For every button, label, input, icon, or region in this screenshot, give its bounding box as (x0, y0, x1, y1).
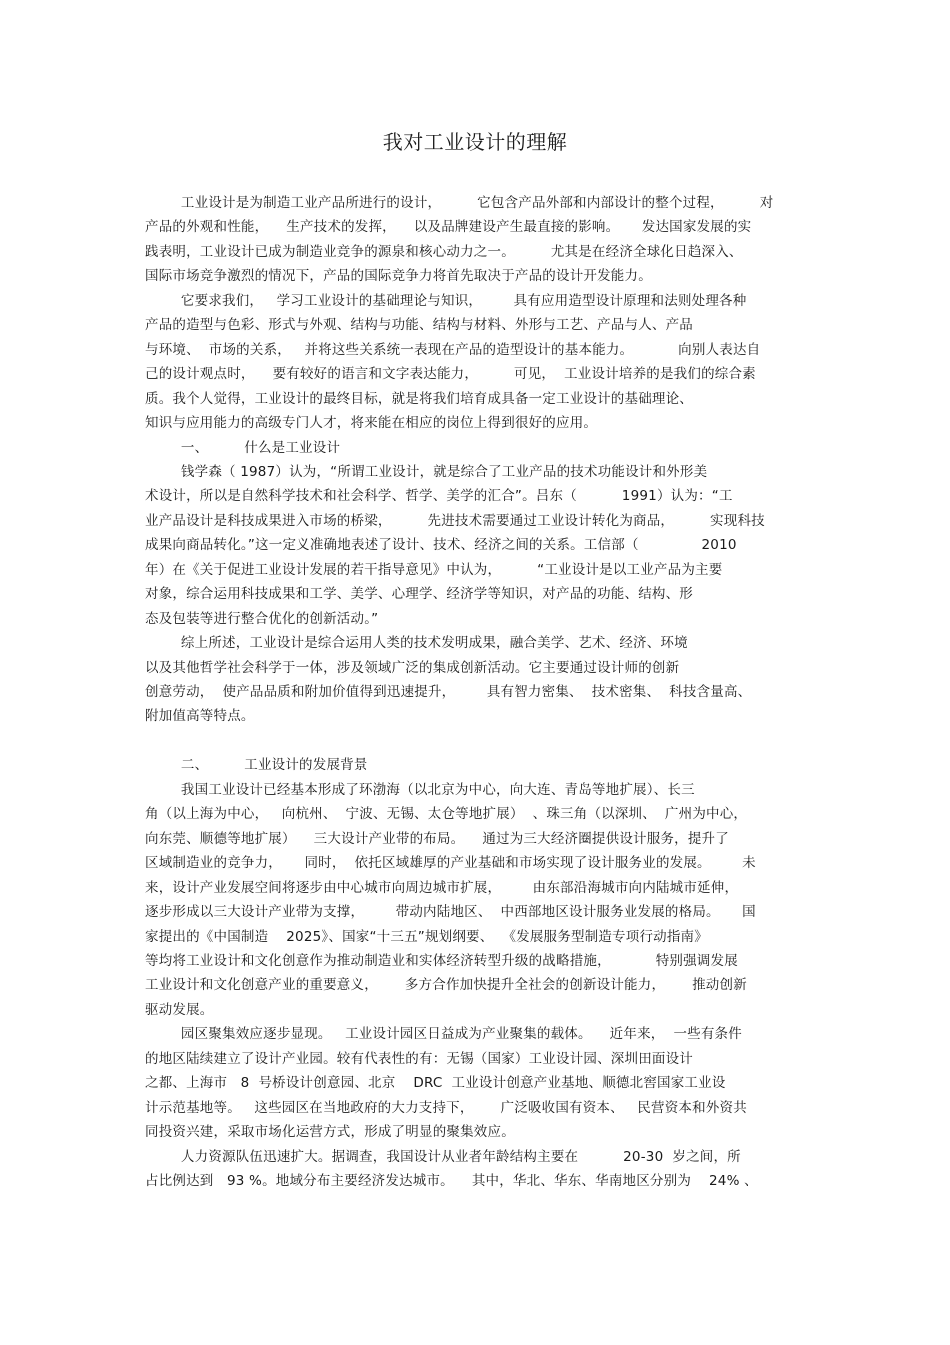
text-line: 同投资兴建，采取市场化运营方式，形成了明显的聚集效应。 (145, 1124, 515, 1141)
text-line: 国际市场竞争激烈的情况下，产品的国际竞争力将首先取决于产品的设计开发能力。 (145, 268, 652, 285)
text-line: 向东莞、顺德等地扩展） 三大设计产业带的布局。 通过为三大经济圈提供设计服务，提升了 (145, 830, 729, 847)
text-line: 等均将工业设计和文化创意作为推动制造业和实体经济转型升级的战略措施， 特别强调发展 (145, 952, 738, 969)
text-line: 对象，综合运用科技成果和工学、美学、心理学、经济学等知识，对产品的功能、结构、形 (145, 586, 693, 603)
text-line: 人力资源队伍迅速扩大。据调查，我国设计从业者年龄结构主要在 20-30 岁之间，所 (145, 1148, 741, 1165)
text-line: 以及其他哲学社会科学于一体，涉及领域广泛的集成创新活动。它主要通过设计师的创新 (145, 659, 680, 676)
text-line: 钱学森（ 1987）认为，“所谓工业设计，就是综合了工业产品的技术功能设计和外形美 (145, 463, 708, 480)
text-line: 业产品设计是科技成果进入市场的桥梁， 先进技术需要通过工业设计转化为商品， 实现科技 (145, 512, 765, 529)
text-line: 驱动发展。 (145, 1001, 214, 1018)
text-line: 知识与应用能力的高级专门人才，将来能在相应的岗位上得到很好的应用。 (145, 415, 598, 431)
text-line: 园区聚集效应逐步显现。 工业设计园区日益成为产业聚集的载体。 近年来， 一些有条件 (145, 1026, 742, 1043)
text-line: 二、 工业设计的发展背景 (145, 757, 368, 774)
text-line: 践表明，工业设计已成为制造业竞争的源泉和核心动力之一。 尤其是在经济全球化日趋深入、 (145, 243, 743, 260)
text-line: 工业设计是为制造工业产品所进行的设计， 它包含产品外部和内部设计的整个过程， 对 (145, 195, 774, 211)
text-line: 区域制造业的竞争力， 同时， 依托区域雄厚的产业基础和市场实现了设计服务业的发展。 未 (145, 855, 756, 872)
text-line: 综上所述，工业设计是综合运用人类的技术发明成果，融合美学、艺术、经济、环境 (145, 635, 688, 652)
text-line: 质。我个人觉得，工业设计的最终目标，就是将我们培育成具备一定工业设计的基础理论、 (145, 390, 693, 407)
text-line: 来，设计产业发展空间将逐步由中心城市向周边城市扩展， 由东部沿海城市向内陆城市延伸， (145, 879, 739, 896)
text-line: 一、 什么是工业设计 (145, 439, 341, 456)
text-line: 术设计，所以是自然科学技术和社会科学、哲学、美学的汇合”。吕东（ 1991）认为：“工 (145, 488, 733, 505)
text-line: 的地区陆续建立了设计产业园。较有代表性的有：无锡（国家）工业设计园、深圳田面设计 (145, 1050, 693, 1067)
text-line: 计示范基地等。 这些园区在当地政府的大力支持下， 广泛吸收国有资本、 民营资本和外资共 (145, 1099, 747, 1116)
text-line: 角（以上海为中心， 向杭州、 宁波、无锡、太仓等地扩展） 、珠三角（以深圳、 广州为中心， (145, 806, 748, 823)
text-line: 与环境、 市场的关系， 并将这些关系统一表现在产品的造型设计的基本能力。 向别人表达自 (145, 341, 761, 358)
text-line: 产品的外观和性能， 生产技术的发挥， 以及品牌建设产生最直接的影响。 发达国家发展的实 (145, 219, 752, 236)
text-line: 之都、上海市 8 号桥设计创意园、北京 DRC 工业设计创意产业基地、顺德北窖国家工业设 (145, 1075, 726, 1092)
text-line: 家提出的《中国制造 2025》、国家“十三五”规划纲要、 《发展服务型制造专项行动指南》 (145, 928, 708, 945)
text-line: 附加值高等特点。 (145, 708, 255, 725)
page-title: 我对工业设计的理解 (382, 130, 568, 154)
text-line: 占比例达到 93 %。地域分布主要经济发达城市。 其中，华北、华东、华南地区分别为 24% 、 (145, 1173, 758, 1189)
text-line: 成果向商品转化。”这一定义准确地表述了设计、技术、经济之间的关系。工信部（ 2010 (145, 537, 737, 554)
text-line: 它要求我们， 学习工业设计的基础理论与知识， 具有应用造型设计原理和法则处理各种 (145, 292, 747, 309)
text-line: 己的设计观点时， 要有较好的语言和文字表达能力， 可见， 工业设计培养的是我们的综合素 (145, 366, 756, 383)
text-line: 年）在《关于促进工业设计发展的若干指导意见》中认为， “工业设计是以工业产品为主要 (145, 561, 723, 578)
text-line: 工业设计和文化创意产业的重要意义， 多方合作加快提升全社会的创新设计能力， 推动创新 (145, 977, 747, 994)
text-line: 创意劳动， 使产品品质和附加价值得到迅速提升， 具有智力密集、 技术密集、 科技含量高、 (145, 684, 752, 700)
text-line: 态及包装等进行整合优化的创新活动。” (145, 610, 379, 627)
text-line: 产品的造型与色彩、形式与外观、结构与功能、结构与材料、外形与工艺、产品与人、产品 (145, 317, 693, 334)
text-line: 我国工业设计已经基本形成了环渤海（以北京为中心，向大连、青岛等地扩展）、长三 (145, 781, 695, 798)
text-line: 逐步形成以三大设计产业带为支撑， 带动内陆地区、 中西部地区设计服务业发展的格局。 国 (145, 904, 756, 920)
